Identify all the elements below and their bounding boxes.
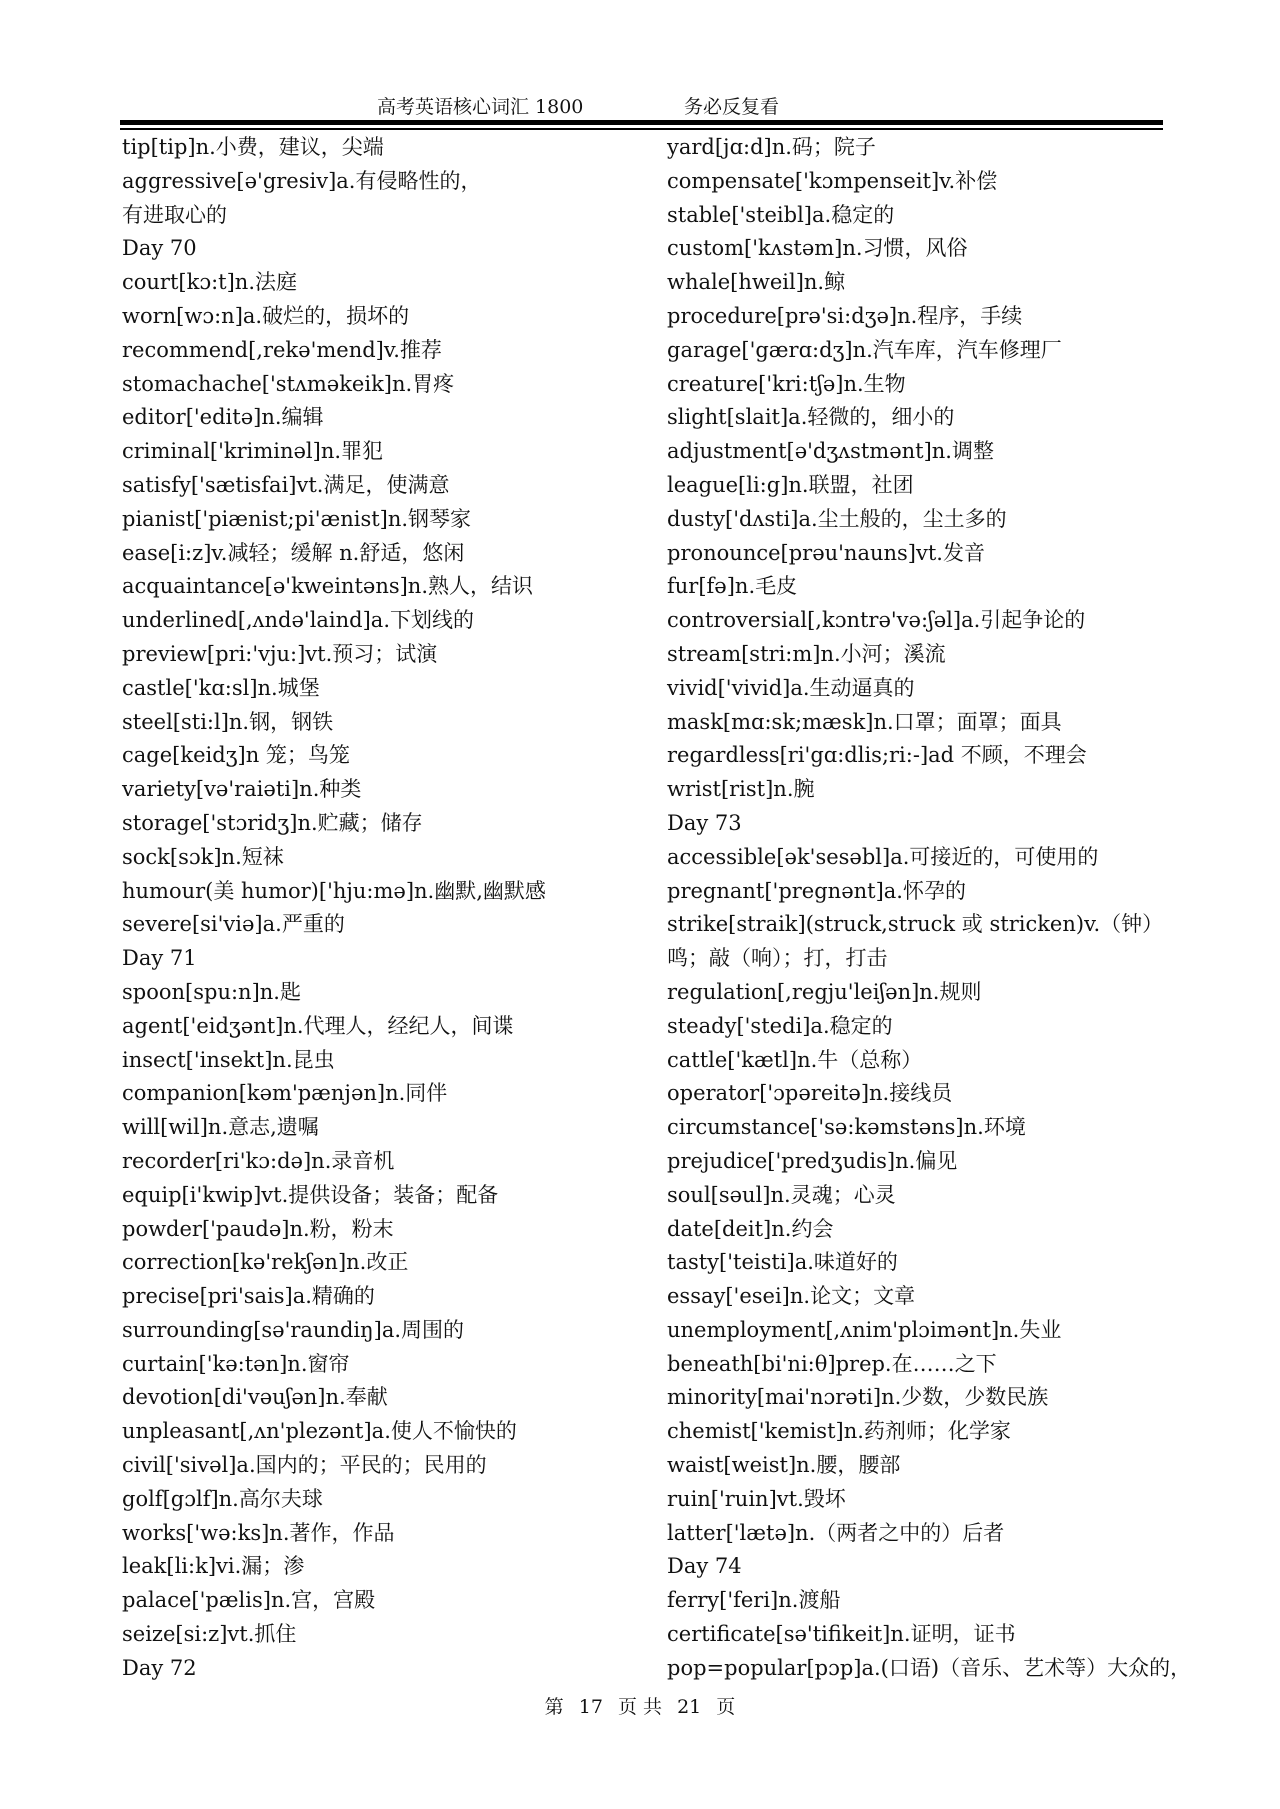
vocab-entry: mask[mɑ:sk;mæsk]n.口罩；面罩；面具 <box>667 709 1062 734</box>
vocab-entry: date[deit]n.约会 <box>667 1216 834 1241</box>
vocab-entry: pronounce[prəu'nauns]vt.发音 <box>667 540 985 565</box>
vocab-entry: pop=popular[pɔp]a.(口语)（音乐、艺术等）大众的， <box>667 1655 1192 1680</box>
vocab-entry: adjustment[ə'dʒʌstmənt]n.调整 <box>667 439 994 464</box>
vocab-entry: spoon[spu:n]n.匙 <box>122 979 301 1004</box>
vocab-entry: surrounding[sə'raundiŋ]a.周围的 <box>122 1317 465 1342</box>
vocab-entry: seize[si:z]vt.抓住 <box>122 1622 297 1647</box>
vocab-entry: ease[i:z]v.减轻；缓解 n.舒适，悠闲 <box>122 540 465 565</box>
header-note: 务必反复看 <box>684 96 780 118</box>
vocab-entry: storage['stɔridʒ]n.贮藏；储存 <box>122 810 423 835</box>
vocab-entry: procedure[prə'si:dʒə]n.程序，手续 <box>667 303 1023 328</box>
day-heading: Day 71 <box>122 946 197 971</box>
vocab-entry: unemployment[,ʌnim'plɔimənt]n.失业 <box>667 1317 1062 1342</box>
vocab-entry: recorder[ri'kɔ:də]n.录音机 <box>122 1148 395 1173</box>
day-heading: Day 70 <box>122 236 197 261</box>
vocab-entry: acquaintance[ə'kweintəns]n.熟人，结识 <box>122 574 534 599</box>
vocab-entry: criminal['kriminəl]n.罪犯 <box>122 439 384 464</box>
vocab-entry: sock[sɔk]n.短袜 <box>122 844 284 869</box>
vocab-entry: companion[kəm'pænjən]n.同伴 <box>122 1081 448 1106</box>
vocab-entry: editor['editə]n.编辑 <box>122 405 324 430</box>
vocab-entry: creature['kri:tʃə]n.生物 <box>667 371 906 396</box>
vocab-entry: variety[və'raiəti]n.种类 <box>122 777 362 802</box>
vocab-entry: wrist[rist]n.腕 <box>667 777 815 802</box>
vocab-entry: soul[səul]n.灵魂；心灵 <box>667 1182 896 1207</box>
vocab-entry: castle['kɑ:sl]n.城堡 <box>122 675 320 700</box>
vocab-entry: circumstance['sə:kəmstəns]n.环境 <box>667 1115 1026 1140</box>
document-title: 高考英语核心词汇 1800 <box>377 96 584 118</box>
vocab-entry: 有进取心的 <box>122 202 227 227</box>
vocab-entry: regardless[ri'gɑ:dlis;ri:-]ad 不顾，不理会 <box>667 743 1087 768</box>
vocab-entry: court[kɔ:t]n.法庭 <box>122 270 297 295</box>
vocab-entry: whale[hweil]n.鲸 <box>667 270 846 295</box>
vocab-entry: correction[kə'rekʃən]n.改正 <box>122 1250 409 1275</box>
vocab-entry: operator['ɔpəreitə]n.接线员 <box>667 1081 953 1106</box>
vocab-entry: agent['eidʒənt]n.代理人，经纪人，间谍 <box>122 1013 514 1038</box>
vocab-entry: controversial[,kɔntrə'və:ʃəl]a.引起争论的 <box>667 608 1086 633</box>
day-heading: Day 72 <box>122 1655 197 1680</box>
vocab-entry: palace['pælis]n.宫，宫殿 <box>122 1588 376 1613</box>
header-rule-thin <box>120 128 1163 130</box>
vocab-entry: cage[keidʒ]n 笼；鸟笼 <box>122 743 350 768</box>
footer-middle: 页 共 <box>617 1696 663 1718</box>
vocab-entry: prejudice['predʒudis]n.偏见 <box>667 1148 958 1173</box>
vocab-entry: preview[pri:'vju:]vt.预习；试演 <box>122 641 438 666</box>
vocab-entry: stomachache['stʌməkeik]n.胃疼 <box>122 371 455 396</box>
total-page-count: 21 <box>677 1696 702 1718</box>
vocab-entry: dusty['dʌsti]a.尘土般的，尘土多的 <box>667 506 1007 531</box>
vocab-entry: essay['esei]n.论文；文章 <box>667 1284 916 1309</box>
vocab-entry: accessible[ək'sesəbl]a.可接近的，可使用的 <box>667 844 1099 869</box>
vocab-entry: tip[tip]n.小费，建议，尖端 <box>122 135 384 159</box>
vocab-entry: vivid['vivid]a.生动逼真的 <box>667 675 915 700</box>
vocab-entry: precise[pri'sais]a.精确的 <box>122 1284 375 1309</box>
vocab-entry: fur[fə]n.毛皮 <box>667 574 798 599</box>
vocab-entry: league[li:g]n.联盟，社团 <box>667 472 914 497</box>
vocab-entry: chemist['kemist]n.药剂师；化学家 <box>667 1419 1011 1444</box>
header-rule-thick <box>120 120 1163 125</box>
vocab-entry: steady['stedi]a.稳定的 <box>667 1013 893 1038</box>
vocab-entry: custom['kʌstəm]n.习惯，风俗 <box>667 236 968 261</box>
vocab-entry: ferry['feri]n.渡船 <box>667 1588 841 1613</box>
right-column <box>667 131 1192 1686</box>
left-column <box>122 131 642 1686</box>
vocab-entry: latter['lætə]n.（两者之中的）后者 <box>667 1520 1005 1545</box>
vocab-entry: cattle['kætl]n.牛（总称） <box>667 1047 923 1072</box>
vocab-entry: civil['sivəl]a.国内的；平民的；民用的 <box>122 1453 487 1478</box>
vocab-entry: beneath[bi'ni:θ]prep.在……之下 <box>667 1351 997 1376</box>
vocab-entry: compensate['kɔmpenseit]v.补偿 <box>667 168 998 193</box>
vocab-entry: tasty['teisti]a.味道好的 <box>667 1250 898 1275</box>
vocab-entry: regulation[,regju'leiʃən]n.规则 <box>667 979 982 1004</box>
footer-prefix: 第 <box>544 1696 564 1718</box>
vocab-entry: works['wə:ks]n.著作，作品 <box>122 1520 395 1545</box>
vocab-entry: strike[straik](struck,struck 或 stricken)v.（钟）鸣；敲（响）；打，打击 <box>667 912 1164 971</box>
vocab-entry: unpleasant[,ʌn'plezənt]a.使人不愉快的 <box>122 1419 517 1444</box>
vocab-entry: stable['steibl]a.稳定的 <box>667 202 895 227</box>
vocab-entry: leak[li:k]vi.漏；渗 <box>122 1554 305 1579</box>
vocab-entry: powder['paudə]n.粉，粉末 <box>122 1216 394 1241</box>
vocab-entry: will[wil]n.意志,遗嘱 <box>122 1115 319 1140</box>
day-heading: Day 74 <box>667 1554 742 1579</box>
vocab-entry: insect['insekt]n.昆虫 <box>122 1047 335 1072</box>
footer-suffix: 页 <box>716 1696 736 1718</box>
vocab-entry: satisfy['sætisfai]vt.满足，使满意 <box>122 472 450 497</box>
vocab-entry: certificate[sə'tifikeit]n.证明，证书 <box>667 1622 1016 1647</box>
vocab-entry: underlined[,ʌndə'laind]a.下划线的 <box>122 608 474 633</box>
page-footer <box>0 1692 1280 1719</box>
vocab-entry: curtain['kə:tən]n.窗帘 <box>122 1351 350 1376</box>
vocab-entry: recommend[,rekə'mend]v.推荐 <box>122 337 442 362</box>
vocab-entry: pregnant['pregnənt]a.怀孕的 <box>667 878 966 903</box>
vocab-entry: devotion[di'vəuʃən]n.奉献 <box>122 1385 388 1410</box>
page-header <box>0 92 1280 122</box>
vocab-entry: golf[gɔlf]n.高尔夫球 <box>122 1486 323 1511</box>
vocab-entry: waist[weist]n.腰，腰部 <box>667 1453 901 1478</box>
vocab-entry: steel[sti:l]n.钢，钢铁 <box>122 709 334 734</box>
vocab-entry: pianist['piænist;pi'ænist]n.钢琴家 <box>122 506 472 531</box>
vocab-entry: yard[jɑ:d]n.码；院子 <box>667 135 876 159</box>
vocab-entry: severe[si'viə]a.严重的 <box>122 912 345 937</box>
vocab-entry: worn[wɔ:n]a.破烂的，损坏的 <box>122 303 410 328</box>
vocab-entry: slight[slait]a.轻微的，细小的 <box>667 405 955 430</box>
vocab-entry: ruin['ruin]vt.毁坏 <box>667 1486 846 1511</box>
vocab-entry: garage['gærɑ:dʒ]n.汽车库，汽车修理厂 <box>667 337 1062 362</box>
vocab-entry: minority[mai'nɔrəti]n.少数，少数民族 <box>667 1385 1049 1410</box>
vocab-entry: stream[stri:m]n.小河；溪流 <box>667 641 946 666</box>
vocab-entry: aggressive[ə'gresiv]a.有侵略性的， <box>122 168 482 193</box>
vocab-entry: humour(美 humor)['hju:mə]n.幽默,幽默感 <box>122 878 546 903</box>
current-page-number: 17 <box>578 1696 603 1718</box>
day-heading: Day 73 <box>667 810 742 835</box>
vocab-entry: equip[i'kwip]vt.提供设备；装备；配备 <box>122 1182 499 1207</box>
